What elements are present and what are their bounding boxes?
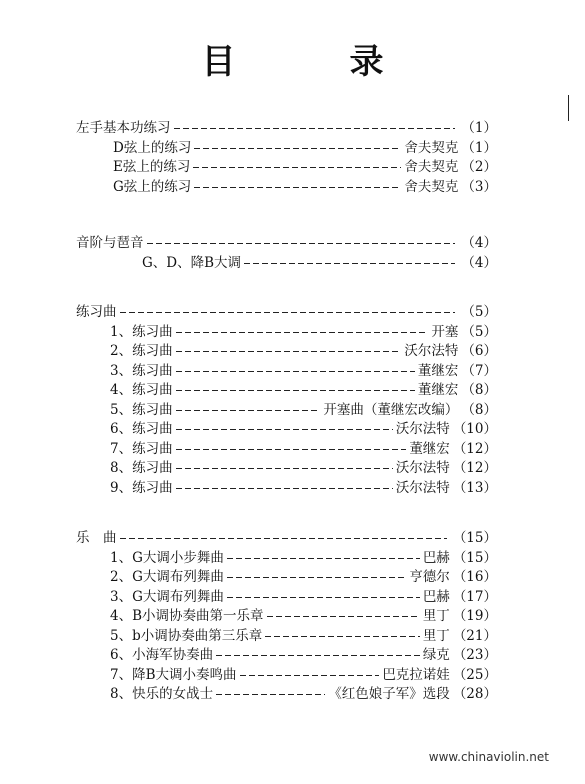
section-title: 音阶与琶音	[76, 235, 144, 251]
dot-leader	[120, 538, 447, 539]
dot-leader	[216, 655, 420, 656]
page-number: （4）	[461, 254, 497, 271]
toc-entry[interactable]	[110, 341, 497, 361]
entry-title: 5、b小调协奏曲第三乐章	[110, 627, 263, 644]
entry-title: 8、练习曲	[110, 460, 173, 476]
dot-leader	[227, 597, 420, 598]
section-header[interactable]	[76, 528, 497, 548]
toc-entry[interactable]	[110, 548, 497, 568]
margin-bar	[568, 95, 569, 121]
entry-author: 董继宏	[409, 440, 450, 457]
dot-leader	[176, 390, 415, 391]
entry-author: 巴赫	[422, 588, 450, 605]
entry-author: 里丁	[422, 627, 450, 644]
page-number: （10）	[452, 421, 497, 437]
entry-title: 7、降B大调小奏鸣曲	[110, 666, 237, 683]
page-number: （17）	[452, 588, 497, 605]
entry-author: 里丁	[422, 608, 450, 624]
entry-title: G、D、降B大调	[142, 254, 242, 271]
toc-entry[interactable]	[110, 361, 497, 381]
entry-author: 开塞	[431, 323, 459, 340]
entry-title: 1、G大调小步舞曲	[110, 549, 224, 566]
toc-entry[interactable]	[110, 380, 497, 400]
dot-leader	[194, 148, 401, 149]
entry-title: 1、练习曲	[110, 323, 173, 340]
page-number: （25）	[452, 666, 497, 683]
page-number: （1）	[461, 120, 497, 136]
entry-author: 沃尔法特	[395, 479, 450, 496]
entry-title: 9、练习曲	[110, 479, 173, 496]
entry-author: 舍夫契克	[404, 159, 459, 175]
section-title: 乐 曲	[76, 530, 117, 546]
section-title: 左手基本功练习	[76, 120, 171, 136]
entry-title: 4、练习曲	[110, 382, 173, 398]
entry-title: 6、小海军协奏曲	[110, 647, 214, 663]
dot-leader	[120, 312, 456, 313]
entry-author: 巴赫	[422, 549, 450, 566]
page-number: （12）	[452, 460, 497, 476]
page-number: （5）	[461, 304, 497, 320]
dot-leader	[176, 468, 393, 469]
toc-entry[interactable]	[113, 177, 497, 197]
dot-leader	[216, 694, 325, 695]
dot-leader	[176, 371, 415, 372]
dot-leader	[176, 488, 393, 489]
dot-leader	[267, 616, 420, 617]
entry-author: 舍夫契克	[404, 139, 459, 156]
page-number: （1）	[461, 139, 497, 156]
entry-title: D弦上的练习	[113, 139, 192, 156]
toc-entry[interactable]	[110, 400, 497, 420]
toc-entry[interactable]	[110, 322, 497, 342]
dot-leader	[176, 332, 429, 333]
watermark: www.chinaviolin.net	[428, 750, 549, 764]
page-number: （6）	[461, 343, 497, 359]
entry-author: 沃尔法特	[395, 421, 450, 437]
dot-leader	[176, 449, 407, 450]
toc-entry[interactable]	[110, 419, 497, 439]
entry-title: 6、练习曲	[110, 421, 173, 437]
toc-entry[interactable]	[113, 157, 497, 177]
toc-entry[interactable]	[110, 439, 497, 459]
toc-entry[interactable]	[113, 138, 497, 158]
page-number: （15）	[452, 530, 497, 546]
page-number: （13）	[452, 479, 497, 496]
page-title: 目 录	[201, 42, 424, 82]
entry-title: 5、练习曲	[110, 401, 173, 418]
entry-author: 亨德尔	[409, 569, 450, 585]
entry-title: 3、练习曲	[110, 362, 173, 379]
entry-title: 8、快乐的女战士	[110, 686, 214, 702]
section-title: 练习曲	[76, 304, 117, 320]
dot-leader	[176, 429, 393, 430]
entry-title: 2、G大调布列舞曲	[110, 569, 224, 585]
entry-title: E弦上的练习	[113, 159, 191, 175]
page-number: （19）	[452, 608, 497, 624]
dot-leader	[240, 675, 380, 676]
page-number: （4）	[461, 235, 497, 251]
page-number: （8）	[461, 382, 497, 398]
dot-leader	[147, 243, 456, 244]
dot-leader	[176, 351, 402, 352]
toc-entry[interactable]	[110, 458, 497, 478]
entry-author: 沃尔法特	[395, 460, 450, 476]
dot-leader	[227, 558, 420, 559]
entry-author: 董继宏	[417, 362, 459, 379]
dot-leader	[265, 636, 420, 637]
page-number: （3）	[461, 178, 497, 195]
entry-author: 绿克	[422, 647, 450, 663]
page-number: （16）	[452, 569, 497, 585]
page-number: （23）	[452, 647, 497, 663]
toc-entry[interactable]	[110, 567, 497, 587]
entry-title: 3、G大调布列舞曲	[110, 588, 224, 605]
page-number: （21）	[452, 627, 497, 644]
section-header[interactable]	[76, 302, 497, 322]
toc-entry[interactable]	[110, 665, 497, 685]
page-number: （28）	[452, 686, 497, 702]
toc-entry[interactable]	[110, 626, 497, 646]
dot-leader	[176, 410, 321, 411]
dot-leader	[227, 577, 406, 578]
entry-author: 董继宏	[417, 382, 459, 398]
entry-title: G弦上的练习	[113, 178, 192, 195]
entry-author: 《红色娘子军》选段	[328, 686, 450, 702]
page-number: （8）	[461, 401, 497, 418]
toc-entry[interactable]	[110, 606, 497, 626]
section-header[interactable]	[76, 118, 497, 138]
entry-author: 沃尔法特	[404, 343, 459, 359]
dot-leader	[194, 187, 401, 188]
page-number: （15）	[452, 549, 497, 566]
dot-leader	[193, 167, 401, 168]
entry-title: 2、练习曲	[110, 343, 173, 359]
toc-entry[interactable]	[142, 253, 497, 273]
section-header[interactable]	[76, 233, 497, 253]
page-number: （7）	[461, 362, 497, 379]
toc-entry[interactable]	[110, 645, 497, 665]
toc-entry[interactable]	[110, 478, 497, 498]
toc-entry[interactable]	[110, 587, 497, 607]
entry-author: 舍夫契克	[404, 178, 459, 195]
dot-leader	[174, 128, 456, 129]
toc-entry[interactable]	[110, 684, 497, 704]
page-number: （12）	[452, 440, 497, 457]
entry-title: 7、练习曲	[110, 440, 173, 457]
dot-leader	[244, 263, 455, 264]
entry-title: 4、B小调协奏曲第一乐章	[110, 608, 264, 624]
entry-author: 巴克拉诺娃	[382, 666, 450, 683]
entry-author: 开塞曲（董继宏改编）	[323, 401, 459, 418]
page-number: （5）	[461, 323, 497, 340]
page-number: （2）	[461, 159, 497, 175]
